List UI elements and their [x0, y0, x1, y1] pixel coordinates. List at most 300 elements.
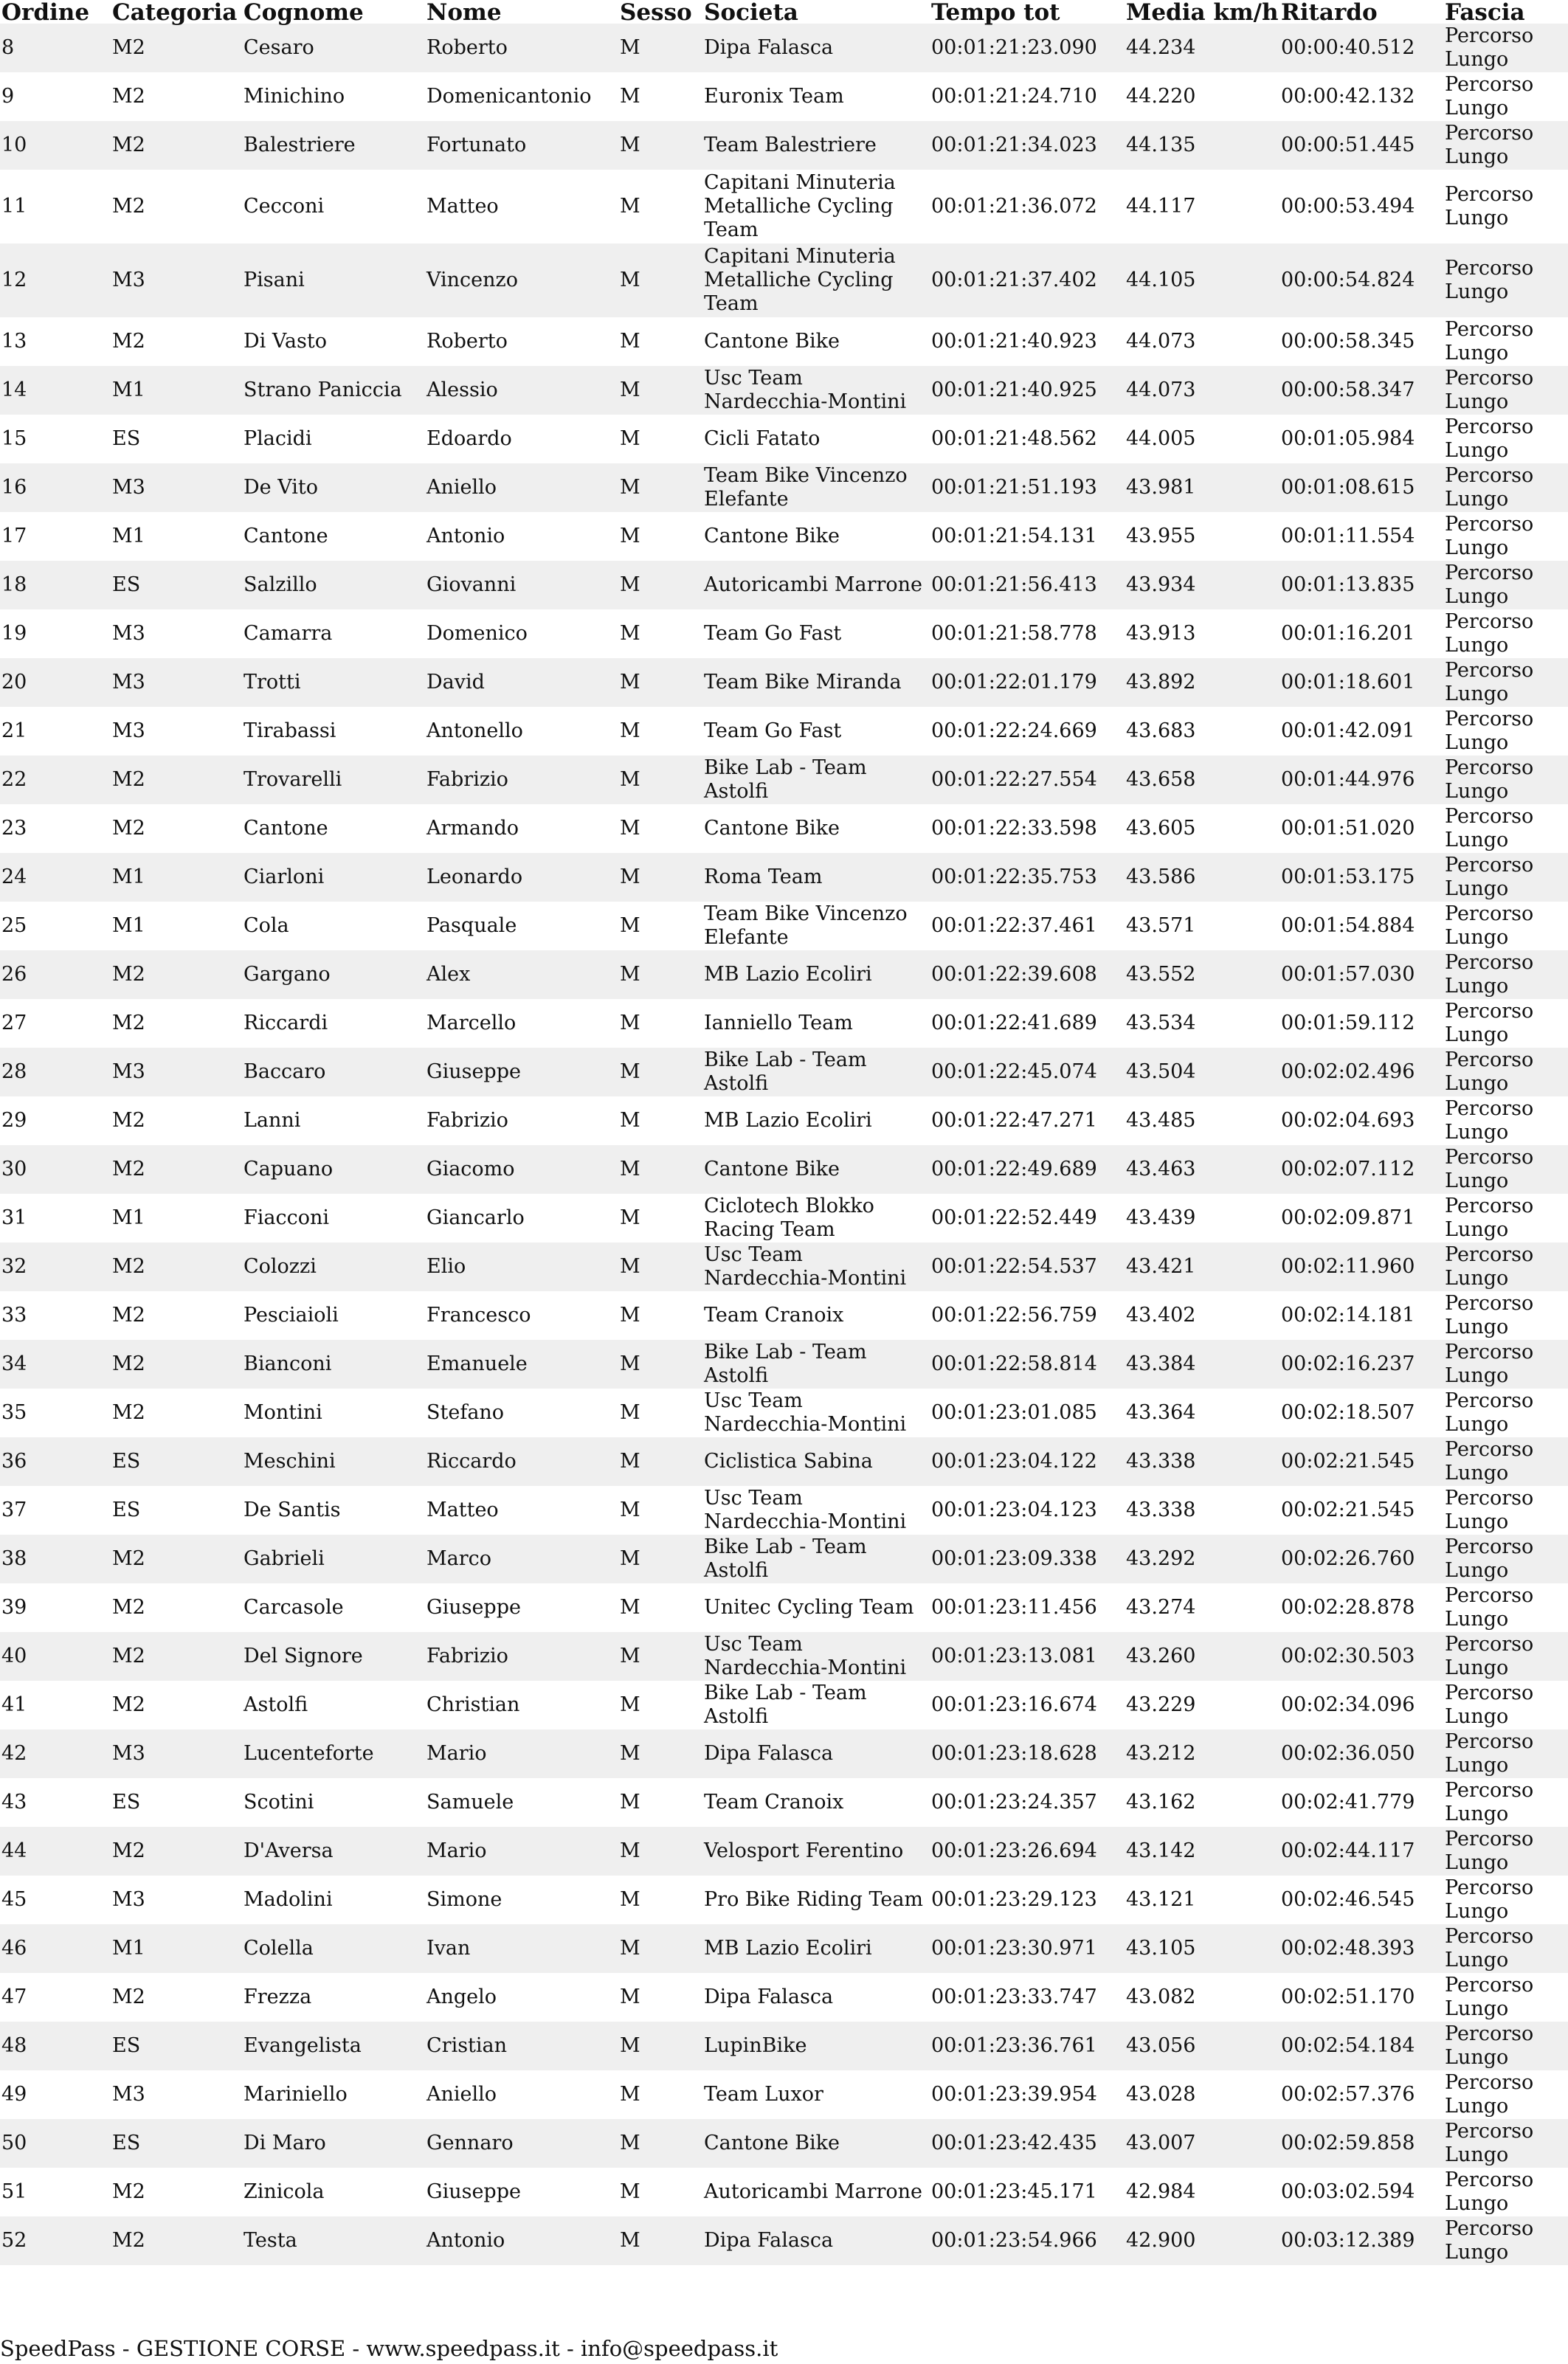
cell-sesso: M: [620, 1206, 640, 1229]
column-header-media-kmh: Media km/h: [1126, 0, 1279, 26]
cell-tempo-tot: 00:01:22:37.461: [931, 914, 1097, 937]
cell-cognome: Montini: [244, 1401, 322, 1424]
cell-cognome: Capuano: [244, 1158, 334, 1181]
cell-sesso: M: [620, 2180, 640, 2203]
cell-ritardo: 00:02:11.960: [1281, 1255, 1415, 1278]
cell-fascia: Percorso Lungo: [1445, 1535, 1534, 1582]
cell-ritardo: 00:02:26.760: [1281, 1547, 1415, 1570]
table-row: [0, 170, 1568, 243]
cell-nome: Fortunato: [426, 134, 527, 156]
table-row: [0, 609, 1568, 658]
cell-ordine: 46: [1, 1937, 27, 1960]
cell-media-kmh: 43.105: [1126, 1937, 1196, 1960]
cell-societa: Dipa Falasca: [704, 36, 834, 59]
cell-sesso: M: [620, 2132, 640, 2154]
cell-ritardo: 00:01:54.884: [1281, 914, 1415, 937]
table-row: [0, 1729, 1568, 1778]
cell-tempo-tot: 00:01:23:09.338: [931, 1547, 1097, 1570]
cell-categoria: M2: [112, 963, 145, 986]
cell-media-kmh: 43.913: [1126, 622, 1196, 645]
cell-categoria: M2: [112, 1012, 145, 1034]
cell-tempo-tot: 00:01:22:54.537: [931, 1255, 1097, 1278]
cell-ritardo: 00:02:51.170: [1281, 1985, 1415, 2008]
cell-media-kmh: 43.274: [1126, 1596, 1196, 1619]
cell-ordine: 19: [1, 622, 27, 645]
cell-categoria: M3: [112, 719, 145, 742]
cell-ordine: 35: [1, 1401, 27, 1424]
cell-ordine: 26: [1, 963, 27, 986]
cell-media-kmh: 43.260: [1126, 1645, 1196, 1667]
cell-nome: Mario: [426, 1742, 487, 1765]
cell-sesso: M: [620, 269, 640, 291]
cell-fascia: Percorso Lungo: [1445, 708, 1534, 754]
table-row: [0, 1486, 1568, 1535]
cell-societa: Cantone Bike: [704, 525, 840, 547]
cell-categoria: M2: [112, 1839, 145, 1862]
cell-tempo-tot: 00:01:22:47.271: [931, 1109, 1097, 1132]
table-row: [0, 1778, 1568, 1827]
cell-cognome: Trotti: [244, 671, 301, 694]
cell-sesso: M: [620, 1937, 640, 1960]
cell-nome: Stefano: [426, 1401, 505, 1424]
cell-sesso: M: [620, 914, 640, 937]
header-row: [0, 0, 1568, 24]
column-header-sesso: Sesso: [620, 0, 692, 26]
cell-media-kmh: 43.571: [1126, 914, 1196, 937]
cell-cognome: Fiacconi: [244, 1206, 329, 1229]
cell-ordine: 9: [1, 85, 15, 108]
cell-tempo-tot: 00:01:23:54.966: [931, 2229, 1097, 2252]
cell-cognome: Salzillo: [244, 573, 317, 596]
cell-nome: Giancarlo: [426, 1206, 525, 1229]
cell-cognome: Tirabassi: [244, 719, 336, 742]
table-row: [0, 1583, 1568, 1632]
table-row: [0, 1389, 1568, 1437]
cell-media-kmh: 44.234: [1126, 36, 1196, 59]
cell-ritardo: 00:02:02.496: [1281, 1060, 1415, 1083]
cell-cognome: Cola: [244, 914, 289, 937]
cell-fascia: Percorso Lungo: [1445, 1584, 1534, 1631]
column-header-nome: Nome: [426, 0, 502, 26]
cell-nome: Vincenzo: [426, 269, 519, 291]
cell-sesso: M: [620, 865, 640, 888]
cell-categoria: M3: [112, 1060, 145, 1083]
cell-ritardo: 00:02:57.376: [1281, 2083, 1415, 2106]
cell-sesso: M: [620, 85, 640, 108]
cell-media-kmh: 43.463: [1126, 1158, 1196, 1181]
cell-cognome: Cesaro: [244, 36, 314, 59]
cell-societa: Dipa Falasca: [704, 2229, 834, 2252]
cell-categoria: M2: [112, 1693, 145, 1716]
table-row: [0, 1048, 1568, 1096]
cell-nome: Fabrizio: [426, 1645, 508, 1667]
cell-ordine: 50: [1, 2132, 27, 2154]
cell-categoria: M3: [112, 671, 145, 694]
cell-tempo-tot: 00:01:22:33.598: [931, 817, 1097, 840]
cell-nome: Leonardo: [426, 865, 523, 888]
cell-ritardo: 00:02:28.878: [1281, 1596, 1415, 1619]
cell-societa: Dipa Falasca: [704, 1985, 834, 2008]
table-row: [0, 2022, 1568, 2070]
cell-media-kmh: 43.364: [1126, 1401, 1196, 1424]
cell-societa: Team Bike Vincenzo Elefante: [704, 464, 908, 511]
cell-ritardo: 00:02:14.181: [1281, 1304, 1415, 1327]
cell-cognome: Colozzi: [244, 1255, 317, 1278]
cell-ritardo: 00:02:48.393: [1281, 1937, 1415, 1960]
cell-ritardo: 00:02:59.858: [1281, 2132, 1415, 2154]
cell-nome: Edoardo: [426, 427, 512, 450]
cell-societa: Bike Lab - Team Astolfi: [704, 756, 867, 803]
cell-tempo-tot: 00:01:22:39.608: [931, 963, 1097, 986]
cell-media-kmh: 43.007: [1126, 2132, 1196, 2154]
cell-cognome: Ciarloni: [244, 865, 325, 888]
cell-ritardo: 00:03:12.389: [1281, 2229, 1415, 2252]
cell-societa: Cantone Bike: [704, 817, 840, 840]
cell-sesso: M: [620, 330, 640, 353]
cell-fascia: Percorso Lungo: [1445, 854, 1534, 900]
cell-ritardo: 00:01:13.835: [1281, 573, 1415, 596]
cell-ritardo: 00:01:11.554: [1281, 525, 1415, 547]
cell-categoria: M2: [112, 1109, 145, 1132]
cell-societa: Usc Team Nardecchia-Montini: [704, 1243, 907, 1290]
cell-ritardo: 00:02:34.096: [1281, 1693, 1415, 1716]
table-row: [0, 561, 1568, 609]
cell-societa: MB Lazio Ecoliri: [704, 1937, 872, 1960]
cell-categoria: M1: [112, 525, 145, 547]
cell-fascia: Percorso Lungo: [1445, 1341, 1534, 1387]
table-row: [0, 366, 1568, 415]
cell-nome: Roberto: [426, 36, 508, 59]
table-row: [0, 1632, 1568, 1681]
cell-ordine: 33: [1, 1304, 27, 1327]
cell-sesso: M: [620, 1693, 640, 1716]
cell-tempo-tot: 00:01:23:42.435: [931, 2132, 1097, 2154]
cell-sesso: M: [620, 768, 640, 791]
cell-tempo-tot: 00:01:23:04.122: [931, 1450, 1097, 1473]
cell-ritardo: 00:01:18.601: [1281, 671, 1415, 694]
cell-societa: Dipa Falasca: [704, 1742, 834, 1765]
cell-sesso: M: [620, 195, 640, 218]
table-row: [0, 121, 1568, 170]
cell-media-kmh: 44.117: [1126, 195, 1196, 218]
cell-ordine: 14: [1, 379, 27, 401]
table-row: [0, 1876, 1568, 1924]
cell-cognome: Astolfi: [244, 1693, 308, 1716]
cell-categoria: M2: [112, 1547, 145, 1570]
cell-societa: MB Lazio Ecoliri: [704, 1109, 872, 1132]
cell-cognome: Del Signore: [244, 1645, 363, 1667]
cell-nome: Antonio: [426, 525, 505, 547]
cell-societa: Team Cranoix: [704, 1791, 844, 1814]
cell-sesso: M: [620, 622, 640, 645]
cell-ordine: 49: [1, 2083, 27, 2106]
cell-tempo-tot: 00:01:23:18.628: [931, 1742, 1097, 1765]
cell-societa: Roma Team: [704, 865, 823, 888]
cell-fascia: Percorso Lungo: [1445, 318, 1534, 364]
cell-cognome: Zinicola: [244, 2180, 325, 2203]
cell-fascia: Percorso Lungo: [1445, 1828, 1534, 1874]
cell-cognome: D'Aversa: [244, 1839, 334, 1862]
table-row: [0, 1194, 1568, 1243]
cell-media-kmh: 43.981: [1126, 476, 1196, 499]
cell-societa: Team Go Fast: [704, 719, 842, 742]
cell-cognome: Pesciaioli: [244, 1304, 339, 1327]
cell-sesso: M: [620, 1985, 640, 2008]
cell-fascia: Percorso Lungo: [1445, 1000, 1534, 1046]
cell-societa: Usc Team Nardecchia-Montini: [704, 1487, 907, 1533]
cell-nome: Giuseppe: [426, 1596, 521, 1619]
cell-societa: Usc Team Nardecchia-Montini: [704, 1633, 907, 1679]
cell-ritardo: 00:01:44.976: [1281, 768, 1415, 791]
cell-media-kmh: 43.586: [1126, 865, 1196, 888]
cell-sesso: M: [620, 476, 640, 499]
column-header-tempo-tot: Tempo tot: [931, 0, 1060, 26]
table-row: [0, 1243, 1568, 1291]
table-row: [0, 72, 1568, 121]
cell-cognome: Meschini: [244, 1450, 336, 1473]
table-row: [0, 317, 1568, 366]
cell-cognome: Placidi: [244, 427, 312, 450]
cell-ordine: 31: [1, 1206, 27, 1229]
cell-nome: Antonello: [426, 719, 523, 742]
table-row: [0, 1827, 1568, 1876]
cell-societa: Ianniello Team: [704, 1012, 853, 1034]
cell-cognome: Evangelista: [244, 2034, 362, 2057]
cell-nome: Alex: [426, 963, 471, 986]
cell-cognome: Frezza: [244, 1985, 312, 2008]
cell-ritardo: 00:02:30.503: [1281, 1645, 1415, 1667]
cell-societa: Team Cranoix: [704, 1304, 844, 1327]
cell-ritardo: 00:02:44.117: [1281, 1839, 1415, 1862]
cell-tempo-tot: 00:01:21:36.072: [931, 195, 1097, 218]
cell-categoria: M2: [112, 85, 145, 108]
cell-media-kmh: 43.142: [1126, 1839, 1196, 1862]
cell-cognome: Di Maro: [244, 2132, 326, 2154]
cell-nome: Giuseppe: [426, 2180, 521, 2203]
cell-societa: Ciclistica Sabina: [704, 1450, 873, 1473]
cell-categoria: ES: [112, 1499, 141, 1521]
cell-nome: Elio: [426, 1255, 466, 1278]
table-row: [0, 463, 1568, 512]
table-row: [0, 804, 1568, 853]
cell-media-kmh: 44.220: [1126, 85, 1196, 108]
cell-sesso: M: [620, 1109, 640, 1132]
cell-fascia: Percorso Lungo: [1445, 2071, 1534, 2118]
cell-cognome: Gargano: [244, 963, 331, 986]
cell-media-kmh: 44.135: [1126, 134, 1196, 156]
cell-tempo-tot: 00:01:22:24.669: [931, 719, 1097, 742]
cell-fascia: Percorso Lungo: [1445, 1389, 1534, 1436]
cell-nome: Cristian: [426, 2034, 508, 2057]
cell-tempo-tot: 00:01:21:56.413: [931, 573, 1097, 596]
cell-media-kmh: 44.005: [1126, 427, 1196, 450]
table-row: [0, 1291, 1568, 1340]
cell-cognome: Trovarelli: [244, 768, 342, 791]
cell-tempo-tot: 00:01:22:01.179: [931, 671, 1097, 694]
cell-media-kmh: 43.605: [1126, 817, 1196, 840]
cell-categoria: M1: [112, 1937, 145, 1960]
cell-categoria: M2: [112, 1158, 145, 1181]
cell-nome: David: [426, 671, 485, 694]
cell-media-kmh: 43.892: [1126, 671, 1196, 694]
cell-fascia: Percorso Lungo: [1445, 951, 1534, 998]
cell-ordine: 24: [1, 865, 27, 888]
table-row: [0, 512, 1568, 561]
cell-fascia: Percorso Lungo: [1445, 805, 1534, 851]
cell-categoria: ES: [112, 1450, 141, 1473]
cell-ordine: 22: [1, 768, 27, 791]
cell-categoria: M3: [112, 476, 145, 499]
cell-sesso: M: [620, 1645, 640, 1667]
table-row: [0, 2070, 1568, 2119]
cell-ritardo: 00:02:36.050: [1281, 1742, 1415, 1765]
cell-media-kmh: 43.934: [1126, 573, 1196, 596]
cell-ritardo: 00:00:42.132: [1281, 85, 1415, 108]
cell-fascia: Percorso Lungo: [1445, 1633, 1534, 1679]
cell-ritardo: 00:02:41.779: [1281, 1791, 1415, 1814]
cell-media-kmh: 43.439: [1126, 1206, 1196, 1229]
cell-tempo-tot: 00:01:21:48.562: [931, 427, 1097, 450]
cell-categoria: M3: [112, 269, 145, 291]
cell-nome: Armando: [426, 817, 519, 840]
cell-tempo-tot: 00:01:23:01.085: [931, 1401, 1097, 1424]
cell-media-kmh: 43.384: [1126, 1352, 1196, 1375]
cell-cognome: Colella: [244, 1937, 314, 1960]
cell-nome: Riccardo: [426, 1450, 517, 1473]
cell-media-kmh: 43.229: [1126, 1693, 1196, 1716]
cell-ordine: 51: [1, 2180, 27, 2203]
cell-tempo-tot: 00:01:21:54.131: [931, 525, 1097, 547]
cell-media-kmh: 43.504: [1126, 1060, 1196, 1083]
cell-categoria: M2: [112, 817, 145, 840]
table-row: [0, 1437, 1568, 1486]
cell-categoria: M1: [112, 865, 145, 888]
cell-tempo-tot: 00:01:23:13.081: [931, 1645, 1097, 1667]
cell-tempo-tot: 00:01:22:35.753: [931, 865, 1097, 888]
cell-media-kmh: 43.485: [1126, 1109, 1196, 1132]
cell-ordine: 10: [1, 134, 27, 156]
cell-fascia: Percorso Lungo: [1445, 183, 1534, 229]
cell-categoria: M3: [112, 1742, 145, 1765]
cell-tempo-tot: 00:01:23:29.123: [931, 1888, 1097, 1911]
page-footer: SpeedPass - GESTIONE CORSE - www.speedpass.it - info@speedpass.it: [0, 2336, 778, 2361]
table-row: [0, 1681, 1568, 1729]
cell-ordine: 8: [1, 36, 15, 59]
cell-ritardo: 00:02:54.184: [1281, 2034, 1415, 2057]
cell-tempo-tot: 00:01:21:40.923: [931, 330, 1097, 353]
cell-societa: Team Bike Miranda: [704, 671, 902, 694]
cell-nome: Marcello: [426, 1012, 517, 1034]
cell-societa: Bike Lab - Team Astolfi: [704, 1682, 867, 1728]
cell-fascia: Percorso Lungo: [1445, 2168, 1534, 2215]
cell-sesso: M: [620, 1255, 640, 1278]
cell-nome: Ivan: [426, 1937, 471, 1960]
cell-ritardo: 00:00:58.347: [1281, 379, 1415, 401]
cell-fascia: Percorso Lungo: [1445, 1730, 1534, 1777]
column-header-cognome: Cognome: [244, 0, 364, 26]
column-header-ordine: Ordine: [1, 0, 90, 26]
cell-societa: Bike Lab - Team Astolfi: [704, 1341, 867, 1387]
cell-ritardo: 00:02:21.545: [1281, 1450, 1415, 1473]
cell-sesso: M: [620, 573, 640, 596]
cell-tempo-tot: 00:01:21:23.090: [931, 36, 1097, 59]
cell-fascia: Percorso Lungo: [1445, 464, 1534, 511]
cell-tempo-tot: 00:01:23:45.171: [931, 2180, 1097, 2203]
cell-fascia: Percorso Lungo: [1445, 122, 1534, 168]
cell-sesso: M: [620, 1304, 640, 1327]
cell-media-kmh: 43.162: [1126, 1791, 1196, 1814]
cell-cognome: De Santis: [244, 1499, 341, 1521]
cell-sesso: M: [620, 1791, 640, 1814]
cell-cognome: Minichino: [244, 85, 345, 108]
cell-categoria: M2: [112, 1352, 145, 1375]
cell-sesso: M: [620, 525, 640, 547]
cell-ritardo: 00:00:53.494: [1281, 195, 1415, 218]
column-header-ritardo: Ritardo: [1281, 0, 1378, 26]
cell-media-kmh: 43.658: [1126, 768, 1196, 791]
cell-fascia: Percorso Lungo: [1445, 1779, 1534, 1825]
cell-fascia: Percorso Lungo: [1445, 659, 1534, 705]
cell-societa: Team Go Fast: [704, 622, 842, 645]
cell-cognome: Di Vasto: [244, 330, 327, 353]
cell-categoria: M2: [112, 1645, 145, 1667]
cell-cognome: Riccardi: [244, 1012, 328, 1034]
cell-cognome: Gabrieli: [244, 1547, 325, 1570]
cell-ordine: 21: [1, 719, 27, 742]
cell-nome: Aniello: [426, 2083, 497, 2106]
cell-societa: LupinBike: [704, 2034, 807, 2057]
cell-fascia: Percorso Lungo: [1445, 1097, 1534, 1144]
cell-media-kmh: 43.955: [1126, 525, 1196, 547]
cell-tempo-tot: 00:01:22:58.814: [931, 1352, 1097, 1375]
cell-ritardo: 00:02:09.871: [1281, 1206, 1415, 1229]
cell-media-kmh: 43.082: [1126, 1985, 1196, 2008]
cell-cognome: Camarra: [244, 622, 333, 645]
cell-sesso: M: [620, 817, 640, 840]
cell-ordine: 38: [1, 1547, 27, 1570]
cell-ordine: 37: [1, 1499, 27, 1521]
cell-fascia: Percorso Lungo: [1445, 610, 1534, 657]
cell-ordine: 44: [1, 1839, 27, 1862]
cell-fascia: Percorso Lungo: [1445, 513, 1534, 559]
cell-media-kmh: 43.421: [1126, 1255, 1196, 1278]
cell-fascia: Percorso Lungo: [1445, 1292, 1534, 1338]
table-row: [0, 1535, 1568, 1583]
cell-sesso: M: [620, 1547, 640, 1570]
cell-fascia: Percorso Lungo: [1445, 2022, 1534, 2069]
cell-categoria: M2: [112, 1985, 145, 2008]
cell-nome: Fabrizio: [426, 768, 508, 791]
cell-fascia: Percorso Lungo: [1445, 1243, 1534, 1290]
cell-fascia: Percorso Lungo: [1445, 1146, 1534, 1192]
cell-cognome: De Vito: [244, 476, 318, 499]
cell-ritardo: 00:01:57.030: [1281, 963, 1415, 986]
cell-ordine: 32: [1, 1255, 27, 1278]
cell-societa: Team Bike Vincenzo Elefante: [704, 902, 908, 949]
cell-cognome: Pisani: [244, 269, 305, 291]
cell-societa: Team Balestriere: [704, 134, 877, 156]
cell-societa: Euronix Team: [704, 85, 844, 108]
cell-ritardo: 00:00:51.445: [1281, 134, 1415, 156]
cell-tempo-tot: 00:01:21:58.778: [931, 622, 1097, 645]
cell-categoria: M2: [112, 1401, 145, 1424]
table-row: [0, 950, 1568, 999]
cell-categoria: M2: [112, 36, 145, 59]
cell-societa: MB Lazio Ecoliri: [704, 963, 872, 986]
cell-media-kmh: 42.900: [1126, 2229, 1196, 2252]
cell-tempo-tot: 00:01:23:30.971: [931, 1937, 1097, 1960]
cell-societa: Capitani Minuteria Metalliche Cycling Team: [704, 171, 896, 241]
